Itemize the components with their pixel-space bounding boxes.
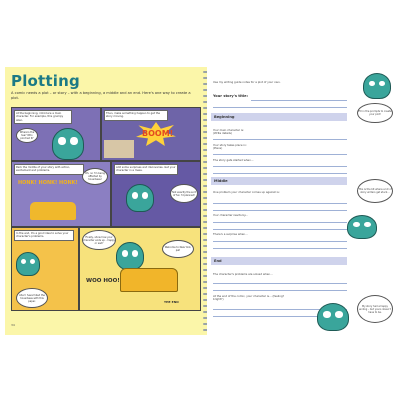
writing-line bbox=[213, 229, 347, 230]
writing-line bbox=[213, 203, 347, 204]
prompt-text: The story gets started when... bbox=[213, 158, 254, 162]
writing-line bbox=[213, 241, 347, 242]
comic-panel-6 bbox=[79, 227, 201, 311]
page-number: 34 bbox=[11, 323, 15, 327]
prompt-text: One problem your character comes up against is: bbox=[213, 190, 280, 194]
panel-caption: At the beginning, introduce a main character. For example, this grumpy alien. bbox=[14, 110, 72, 124]
writing-line bbox=[213, 210, 347, 211]
tip-bubble: Fill in the prompts to create your plot! bbox=[357, 103, 393, 123]
writing-line bbox=[213, 166, 347, 167]
book-spread bbox=[5, 67, 395, 335]
alien-character-icon bbox=[116, 242, 144, 270]
left-page bbox=[5, 67, 205, 335]
speech-bubble: Oh, no I'm being affected by hoverbees! bbox=[82, 168, 108, 185]
page-heading: Plotting bbox=[11, 72, 80, 90]
panel-caption: In the end, it's a good idea to solve your character's problems. bbox=[14, 230, 74, 241]
spaceship-icon bbox=[104, 140, 134, 158]
comic-panel-4 bbox=[111, 161, 201, 227]
comic-panel-3 bbox=[11, 161, 111, 227]
the-end-text: THE END bbox=[164, 300, 179, 304]
prompt-text: Your main character is: (Write details) bbox=[213, 128, 244, 136]
tip-bubble: My story had a happy ending – but yours doesn't have to be. bbox=[357, 295, 393, 323]
section-middle: Middle bbox=[211, 177, 347, 185]
alien-character-icon bbox=[317, 303, 349, 331]
top-prompt: Use my writing guide notes for a plot of your own. bbox=[213, 80, 281, 84]
panel-caption: Then, make something happen to get the story moving. bbox=[104, 110, 168, 121]
writing-line bbox=[213, 222, 347, 223]
tip-bubble: This is the bit where a lot of story writers get stuck... bbox=[357, 179, 393, 203]
comic-panel-1 bbox=[11, 107, 101, 161]
taxi-icon bbox=[30, 202, 76, 220]
prompt-text: Your story takes place in: (Place) bbox=[213, 143, 247, 151]
alien-character-icon bbox=[16, 252, 40, 276]
prompt-text: Your character reacts by... bbox=[213, 213, 248, 217]
writing-line bbox=[213, 290, 347, 291]
alien-character-icon bbox=[52, 128, 84, 160]
writing-line bbox=[213, 154, 347, 155]
intro-text: A comic needs a plot – or story – with a beginning, a middle and an end. Here's one way to create a plot. bbox=[11, 91, 191, 100]
prompt-text: There's a surprise when... bbox=[213, 232, 248, 236]
speech-bubble: Where's the tea? Who pinched it? bbox=[16, 128, 38, 143]
alien-character-icon bbox=[347, 215, 377, 239]
speech-bubble: Aha! I have foiled the hoverbees with this paper. bbox=[16, 288, 48, 308]
story-title-label: Your story's title: bbox=[213, 94, 249, 98]
writing-line bbox=[213, 139, 347, 140]
panel-caption: Pack the middle of your story with action, excitement and problems. bbox=[14, 164, 84, 175]
section-beginning: Beginning bbox=[211, 113, 347, 121]
prompt-text: At the end of the comic, your character is... (feeling? bright?) bbox=[213, 294, 285, 302]
writing-line bbox=[213, 248, 347, 249]
writing-line bbox=[213, 107, 347, 108]
writing-line bbox=[213, 283, 347, 284]
comic-panel-5 bbox=[11, 227, 79, 311]
sign-bubble: Welcome to New York, pal! bbox=[162, 240, 194, 258]
sound-effect: WOO HOO! bbox=[86, 278, 120, 284]
comic-panel-2 bbox=[101, 107, 201, 161]
speech-bubble: Finally, show how your character ends up – happy or sad? bbox=[82, 230, 116, 250]
prompt-text: The character's problems are solved when... bbox=[213, 272, 273, 276]
alien-character-icon bbox=[126, 184, 154, 212]
title-writing-line bbox=[251, 100, 347, 101]
panel-caption: Add some surprises and discoveries. Get your character in a mess. bbox=[114, 164, 178, 175]
writing-line bbox=[213, 173, 347, 174]
sound-effect: BOOM! bbox=[142, 129, 174, 138]
right-page bbox=[207, 67, 395, 335]
taxi-icon bbox=[120, 268, 178, 292]
speech-bubble: Not exactly the sort of fun I'd planned! bbox=[170, 184, 198, 203]
section-end: End bbox=[211, 257, 347, 265]
alien-character-icon bbox=[363, 73, 391, 99]
sound-effect: HONK! HONK! HONK! bbox=[18, 180, 78, 186]
